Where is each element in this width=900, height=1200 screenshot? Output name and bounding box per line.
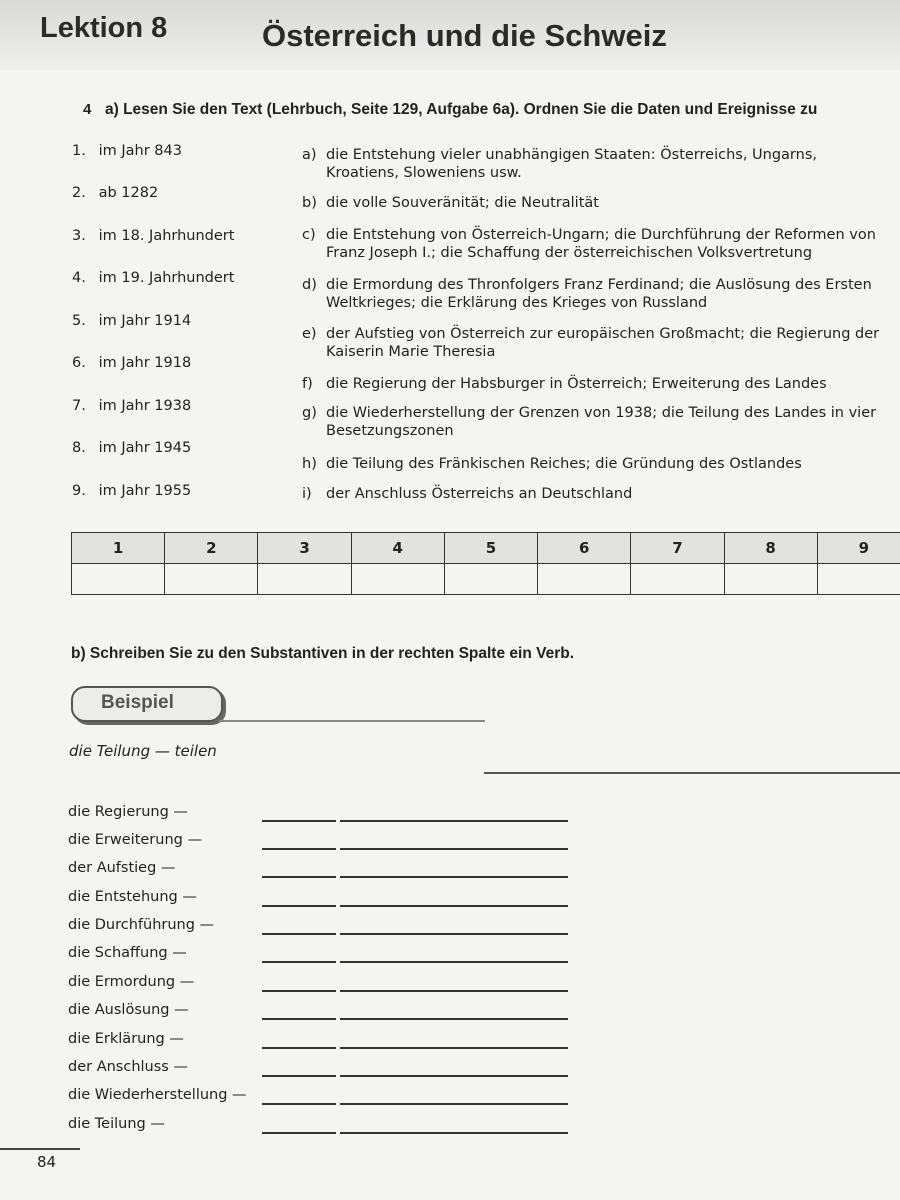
event-item: c) die Entstehung von Österreich-Ungarn; die Durchführung der Reformen von Franz Joseph I.; die Schaffung der österreichischen Volksvertretung: [302, 227, 876, 261]
noun-item: die Wiederherstellung —: [68, 1087, 247, 1103]
answer-cell[interactable]: [258, 564, 351, 595]
answer-blank-line[interactable]: [340, 1047, 568, 1049]
answer-blank-line[interactable]: [340, 820, 568, 822]
noun-item: die Durchführung —: [68, 917, 215, 933]
noun-item: die Erklärung —: [68, 1031, 184, 1047]
answer-blank-line[interactable]: [262, 1132, 336, 1134]
answer-blank-line[interactable]: [262, 1047, 336, 1049]
answer-blank-line[interactable]: [340, 876, 568, 878]
answer-header-cell: 6: [538, 533, 631, 564]
task-a-instruction: a) Lesen Sie den Text (Lehrbuch, Seite 129, Aufgabe 6a). Ordnen Sie die Daten und Ereignisse zu: [105, 101, 818, 118]
example-badge: [71, 686, 223, 722]
bleed-through-rule: [484, 772, 900, 774]
answer-blank-line[interactable]: [340, 933, 568, 935]
answer-header-cell: 3: [258, 533, 351, 564]
answer-blank-line[interactable]: [340, 1103, 568, 1105]
noun-item: die Erweiterung —: [68, 832, 202, 848]
noun-item: die Regierung —: [68, 804, 188, 820]
answer-blank-line[interactable]: [262, 961, 336, 963]
noun-item: die Teilung —: [68, 1116, 165, 1132]
answer-blank-line[interactable]: [262, 990, 336, 992]
answer-header-cell: 4: [351, 533, 444, 564]
example-label: Beispiel: [101, 692, 174, 713]
event-item: b) die volle Souveränität; die Neutralität: [302, 195, 599, 211]
answer-cell[interactable]: [538, 564, 631, 595]
answer-blank-line[interactable]: [262, 848, 336, 850]
answer-header-cell: 8: [724, 533, 817, 564]
answer-table-header: [72, 533, 900, 564]
page-rule: [0, 1148, 80, 1150]
noun-item: die Schaffung —: [68, 945, 187, 961]
answer-blank-line[interactable]: [340, 961, 568, 963]
date-item: 8. im Jahr 1945: [72, 440, 192, 456]
answer-blank-line[interactable]: [340, 1018, 568, 1020]
answer-table-row: [72, 564, 900, 595]
answer-blank-line[interactable]: [340, 848, 568, 850]
event-item: d) die Ermordung des Thronfolgers Franz Ferdinand; die Auslösung des Ersten Weltkrieges; die Erklärung des Krieges von Russland: [302, 277, 872, 311]
noun-item: die Auslösung —: [68, 1002, 189, 1018]
date-item: 9. im Jahr 1955: [72, 483, 192, 499]
answer-blank-line[interactable]: [340, 990, 568, 992]
answer-cell[interactable]: [444, 564, 537, 595]
answer-blank-line[interactable]: [262, 1103, 336, 1105]
event-item: h) die Teilung des Fränkischen Reiches; die Gründung des Ostlandes: [302, 456, 802, 472]
date-item: 7. im Jahr 1938: [72, 398, 192, 414]
date-item: 6. im Jahr 1918: [72, 355, 192, 371]
date-item: 1. im Jahr 843: [72, 143, 182, 159]
answer-blank-line[interactable]: [262, 876, 336, 878]
answer-header-cell: 9: [817, 533, 900, 564]
answer-cell[interactable]: [631, 564, 724, 595]
event-item: a) die Entstehung vieler unabhängigen Staaten: Österreichs, Ungarns, Kroatiens, Sloweniens usw.: [302, 147, 817, 181]
answer-cell[interactable]: [72, 564, 165, 595]
answer-cell[interactable]: [817, 564, 900, 595]
noun-item: der Anschluss —: [68, 1059, 188, 1075]
answer-blank-line[interactable]: [340, 1075, 568, 1077]
answer-header-cell: 1: [72, 533, 165, 564]
answer-blank-line[interactable]: [262, 1075, 336, 1077]
example-text: die Teilung — teilen: [69, 742, 217, 760]
date-item: 2. ab 1282: [72, 185, 159, 201]
answer-cell[interactable]: [724, 564, 817, 595]
answer-blank-line[interactable]: [262, 1018, 336, 1020]
answer-table: [71, 532, 900, 595]
page-number: 84: [37, 1153, 57, 1171]
noun-item: die Ermordung —: [68, 974, 195, 990]
answer-blank-line[interactable]: [262, 933, 336, 935]
noun-item: die Entstehung —: [68, 889, 197, 905]
answer-cell[interactable]: [165, 564, 258, 595]
date-item: 3. im 18. Jahrhundert: [72, 228, 235, 244]
answer-blank-line[interactable]: [262, 820, 336, 822]
task-number: 4: [83, 101, 92, 118]
event-item: f) die Regierung der Habsburger in Österreich; Erweiterung des Landes: [302, 376, 827, 392]
task-b-instruction: b) Schreiben Sie zu den Substantiven in der rechten Spalte ein Verb.: [71, 645, 575, 662]
noun-item: der Aufstieg —: [68, 860, 176, 876]
answer-blank-line[interactable]: [340, 905, 568, 907]
lesson-label: Lektion 8: [40, 12, 168, 44]
answer-header-cell: 7: [631, 533, 724, 564]
event-item: g) die Wiederherstellung der Grenzen von 1938; die Teilung des Landes in vier Besetzungszonen: [302, 405, 877, 439]
answer-blank-line[interactable]: [262, 905, 336, 907]
answer-blank-line[interactable]: [340, 1132, 568, 1134]
example-rule: [219, 720, 485, 722]
date-item: 4. im 19. Jahrhundert: [72, 270, 235, 286]
date-item: 5. im Jahr 1914: [72, 313, 192, 329]
answer-cell[interactable]: [351, 564, 444, 595]
answer-header-cell: 5: [444, 533, 537, 564]
answer-header-cell: 2: [165, 533, 258, 564]
event-item: i) der Anschluss Österreichs an Deutschland: [302, 486, 633, 502]
event-item: e) der Aufstieg von Österreich zur europäischen Großmacht; die Regierung der Kaiserin Marie Theresia: [302, 326, 880, 360]
lesson-title: Österreich und die Schweiz: [262, 18, 667, 53]
